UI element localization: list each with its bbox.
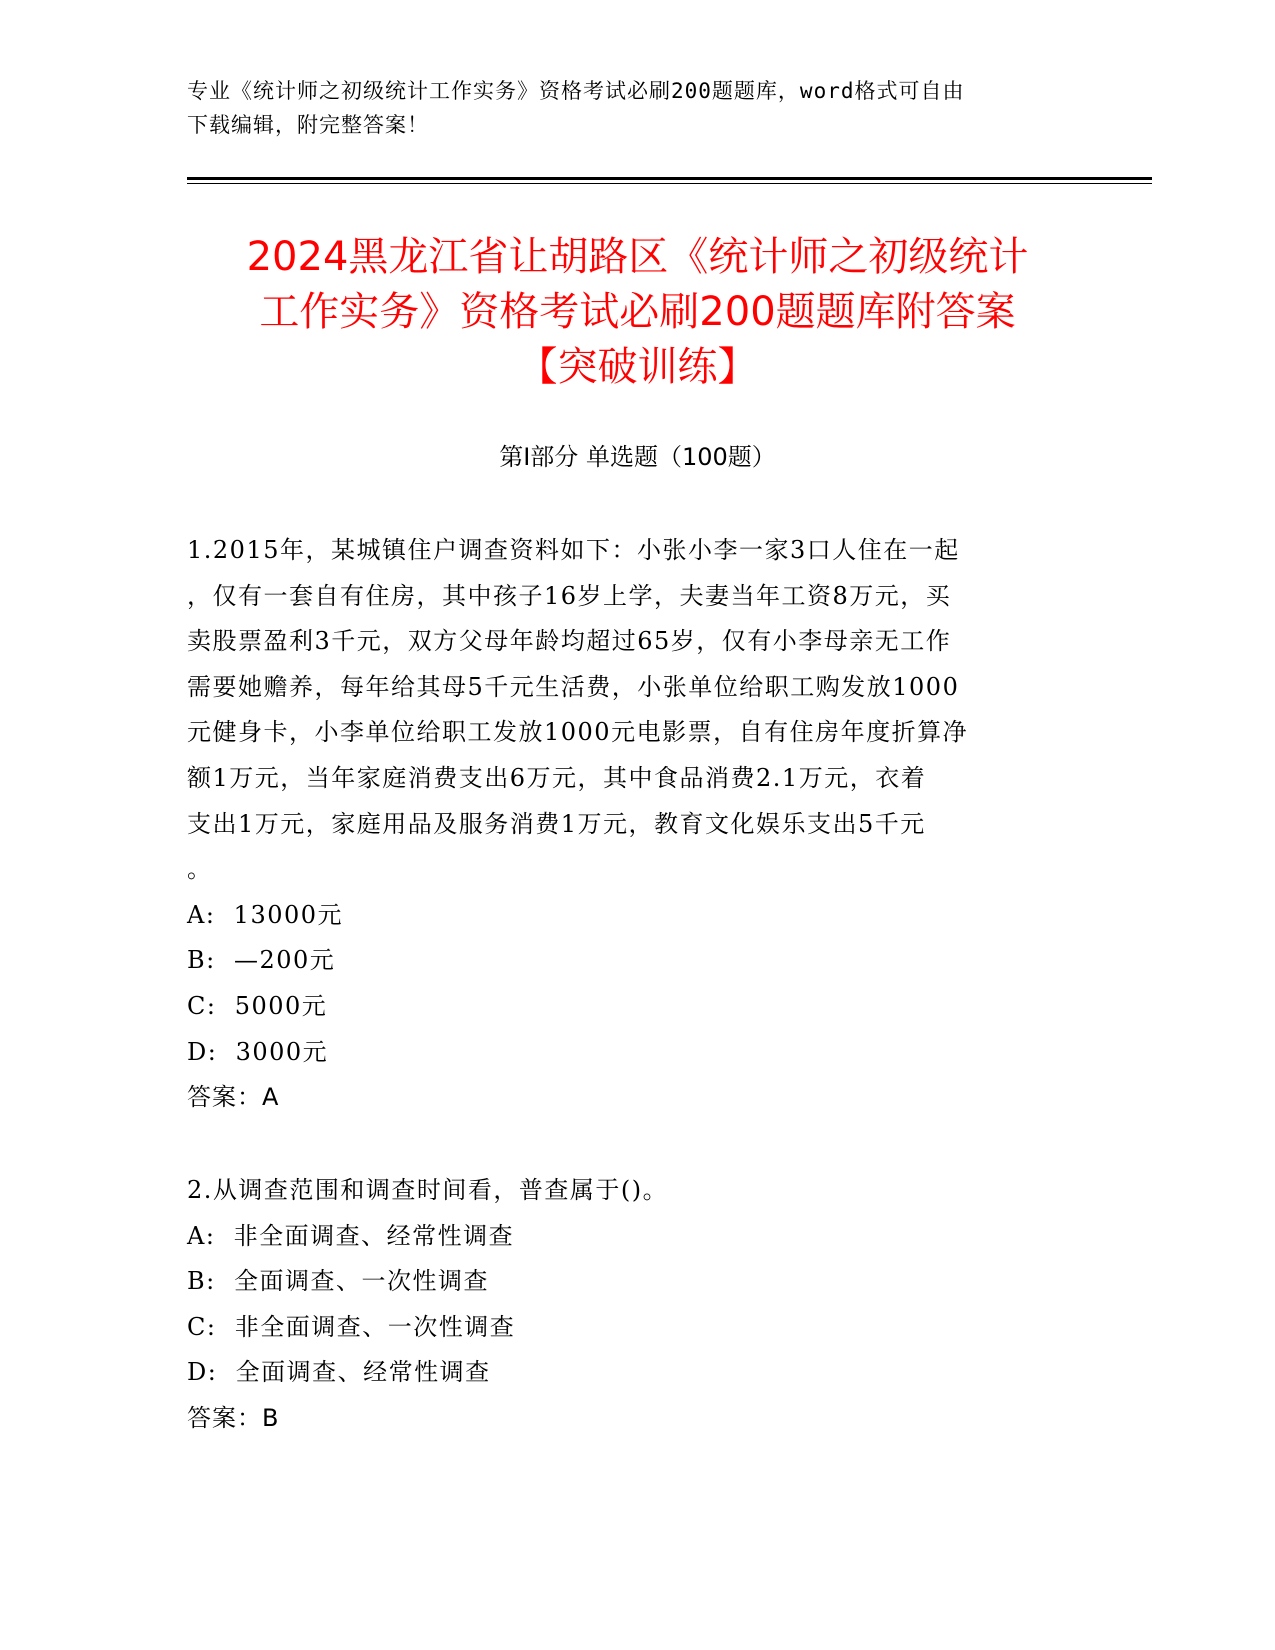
option-a: A: 13000元 xyxy=(187,900,344,929)
stem-line: 。 xyxy=(187,855,213,884)
header-note-line: 专业《统计师之初级统计工作实务》资格考试必刷200题题库，word格式可自由 xyxy=(187,79,965,103)
stem-line: 支出1万元，家庭用品及服务消费1万元，教育文化娱乐支出5千元 xyxy=(187,809,926,838)
answer-line: 答案：A xyxy=(187,1083,280,1112)
option-d: D: 全面调查、经常性调查 xyxy=(187,1358,491,1387)
option-b: B: —200元 xyxy=(187,946,336,975)
option-b: B: 全面调查、一次性调查 xyxy=(187,1267,489,1296)
question-stem xyxy=(187,1168,1067,1214)
stem-line: ，仅有一套自有住房，其中孩子16岁上学，夫妻当年工资8万元，买 xyxy=(187,581,952,610)
option-a: A: 非全面调查、经常性调查 xyxy=(187,1221,515,1250)
header-note-line: 下载编辑，附完整答案！ xyxy=(187,113,429,137)
title-line: 【突破训练】 xyxy=(517,344,758,390)
section-heading: 第Ⅰ部分 单选题（100题） xyxy=(499,443,776,471)
option-c: C: 非全面调查、一次性调查 xyxy=(187,1312,516,1341)
stem-line: 需要她赡养，每年给其母5千元生活费，小张单位给职工购发放1000 xyxy=(187,672,960,701)
stem-line: 额1万元，当年家庭消费支出6万元，其中食品消费2.1万元，衣着 xyxy=(187,763,927,792)
stem-line: 元健身卡，小李单位给职工发放1000元电影票，自有住房年度折算净 xyxy=(187,718,969,747)
document-title xyxy=(160,230,1115,395)
option-c: C: 5000元 xyxy=(187,991,328,1020)
question-item xyxy=(187,528,1067,1121)
answer-line: 答案：B xyxy=(187,1403,280,1432)
question-stem xyxy=(187,528,1067,893)
stem-line: 1.2015年，某城镇住户调查资料如下：小张小李一家3口人住在一起 xyxy=(187,536,960,564)
title-line: 2024黑龙江省让胡路区《统计师之初级统计 xyxy=(246,234,1029,280)
stem-line: 2.从调查范围和调查时间看，普查属于()。 xyxy=(187,1176,669,1204)
stem-line: 卖股票盈利3千元，双方父母年龄均超过65岁，仅有小李母亲无工作 xyxy=(187,627,952,656)
option-d: D: 3000元 xyxy=(187,1037,329,1066)
question-item xyxy=(187,1168,1067,1442)
header-divider-thick xyxy=(187,177,1152,180)
title-line: 工作实务》资格考试必刷200题题库附答案 xyxy=(259,289,1016,335)
header-divider-thin xyxy=(187,183,1152,184)
document-header-note xyxy=(187,74,1087,142)
